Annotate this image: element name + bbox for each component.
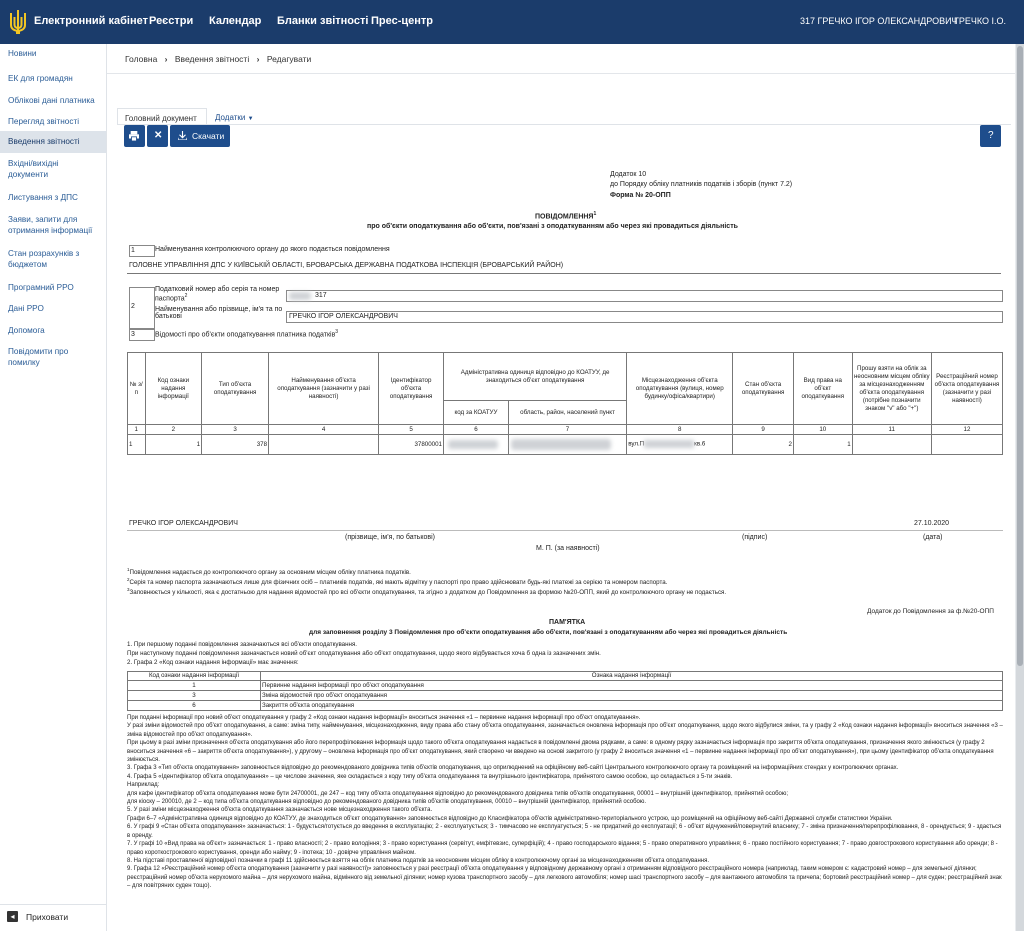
nav-calendar[interactable]: Календар [209, 15, 262, 27]
signature-line [127, 530, 1003, 531]
memo-subtitle: для заповнення розділу 3 Повідомлення про об'єкти оподаткування або об'єкти, пов'язані з оподаткуванням або через які провадиться діяльність [309, 629, 788, 636]
sidebar-item-news[interactable]: Новини [8, 49, 37, 58]
nav-registries[interactable]: Реєстри [149, 15, 194, 27]
sidebar-item-enter-reports[interactable]: Введення звітності [0, 131, 106, 153]
help-button[interactable] [980, 125, 1001, 147]
user-short-name[interactable]: ГРЕЧКО І.О. [954, 16, 1007, 26]
table-row: 6 Закриття об'єкта оподаткування [128, 701, 1003, 711]
row3-label: Відомості про об'єкти оподаткування платника податків$^3$ [155, 329, 339, 339]
signer-name: ГРЕЧКО ІГОР ОЛЕКСАНДРОВИЧ [129, 520, 238, 527]
tax-objects-table: № з/п Код ознаки надання інформації Тип об'єкта оподаткування Найменування об'єкта оподаткування (зазначити у разі наявності) Ідентифікатор об'єкта оподаткування Адміністративна одиниця відповідно до КОАТУУ, де знаходиться об'єкт оподаткування Місцезнаходження об'єкта оподаткування (вулиця, номер будинку/офіса/квартири) Стан об'єкта оподаткування Вид права на об'єкт оподаткування Прошу взяти на облік за неосновним місцем обліку за місцезнаходженням об'єкта оподаткування (потрібне позначити знаком "v" або "+") Реєстраційний номер об'єкта оподаткування (зазначити у разі наявності) код за КОАТУУ область, район, населений пункт 1 2 3 4 5 6 7 8 9 10 11 12 1 1 378 37800001 вул.П кв.6 2 1 [127, 352, 1003, 455]
row3-number-box: 3 [129, 329, 155, 341]
redacted-place [511, 439, 611, 450]
th-type: Тип об'єкта оподаткування [202, 353, 269, 425]
sidebar-item-view-reports[interactable]: Перегляд звітності [8, 117, 80, 126]
footnote-3: $^3$Заповнюється у кількості, яка є достатньою для надання відомостей про всі об'єкти оподаткування, та згідно з додатком до Повідомлення за формою №20-ОПП, який до контролюючого органу не подається. [127, 587, 727, 597]
download-button[interactable] [170, 125, 230, 147]
breadcrumb [125, 53, 311, 64]
trident-logo-icon[interactable] [8, 9, 28, 35]
row2-name-label: Найменування або прізвище, ім'я та по батькові [155, 306, 283, 320]
breadcrumb-enter-reports[interactable]: Введення звітності [174, 53, 250, 64]
tab-main-label: Головний документ [125, 114, 197, 123]
main-content [107, 44, 1015, 931]
table-row: 3 Зміна відомостей про об'єкт оподаткування [128, 691, 1003, 701]
order-reference: до Порядку обліку платників податків і зборів (пункт 7.2) [610, 181, 793, 188]
th-state: Стан об'єкта оподаткування [733, 353, 794, 425]
row1-number-box: 1 [129, 245, 155, 257]
tax-number-field[interactable]: 317 [286, 290, 1003, 302]
memo-code-table: Код ознаки надання інформації Ознака надання інформації 1 Первинне надання інформації про об'єкт оподаткування 3 Зміна відомостей про об'єкт оподаткування 6 Закриття об'єкта оподаткування [127, 671, 1003, 711]
tab-main-document[interactable] [117, 108, 207, 125]
sidebar-item-budget-status[interactable]: Стан розрахунків з бюджетом [8, 249, 80, 269]
sig-label-date: (дата) [923, 534, 943, 541]
row1-label: Найменування контролюючого органу до якого подається повідомлення [155, 246, 390, 253]
sign-date: 27.10.2020 [914, 520, 950, 527]
authority-underline [127, 273, 1001, 274]
appendix-label: Додаток 10 [610, 171, 647, 178]
footnote-1: $^1$Повідомлення надається до контролюючого органу за основним місцем обліку платника податків. [127, 567, 411, 577]
koatuu-code-cell[interactable] [444, 435, 509, 455]
stamp-label: М. П. (за наявності) [536, 545, 600, 552]
form-number: Форма № 20-ОПП [610, 192, 671, 199]
close-button[interactable] [147, 125, 168, 147]
tabs-divider [117, 124, 1011, 125]
memo-title: ПАМ'ЯТКА [549, 619, 586, 626]
footnote-2: $^2$Серія та номер паспорта зазначаються лише для фізичних осіб – платників податків, які мають відмітку у паспорті про право здійснювати будь-які платежі за серією та номером паспорта. [127, 577, 668, 587]
chevron-right-icon: › [256, 53, 260, 64]
th-identifier: Ідентифікатор об'єкта оподаткування [379, 353, 444, 425]
authority-value: ГОЛОВНЕ УПРАВЛІННЯ ДПС У КИЇВСЬКІЙ ОБЛАСТІ, БРОВАРСЬКА ДЕРЖАВНА ПОДАТКОВА ІНСПЕКЦІЯ (БРОВАРСЬКИЙ РАЙОН) [129, 262, 564, 269]
nav-report-forms[interactable]: Бланки звітності [277, 15, 369, 27]
sig-label-name: (прізвище, ім'я, по батькові) [345, 534, 435, 541]
collapse-icon: ◂ [7, 911, 18, 922]
sidebar-item-rro-data[interactable]: Дані РРО [8, 304, 44, 313]
sidebar-item-documents[interactable]: Вхідні/вихідні документи [8, 159, 59, 179]
th-reg-number: Реєстраційний номер об'єкта оподаткування (зазначити у разі наявності) [931, 353, 1002, 425]
memo-intro: 1. При першому поданні повідомлення зазначаються всі об'єкти оподаткування. При наступному поданні повідомлення зазначається новий об'єкт оподаткування або об'єкт оподаткування, щодо якого відбувається хоча б одна із зазначених змін. 2. Графа 2 «Код ознаки надання інформації» має значення: [127, 641, 601, 667]
sidebar-item-citizens[interactable]: ЕК для громадян [8, 74, 73, 83]
document-form-20-opp [117, 159, 1011, 931]
sidebar-hide-toggle[interactable] [0, 904, 106, 931]
tab-attachments[interactable] [215, 113, 254, 122]
hide-label: Приховати [26, 912, 69, 922]
tab-attachments-label: Додатки [215, 113, 246, 122]
sidebar [0, 44, 107, 931]
sidebar-item-software-rro[interactable]: Програмний РРО [8, 283, 74, 292]
redacted-tax-number [289, 292, 311, 300]
th-name: Найменування об'єкта оподаткування (зазначити у разі наявності) [269, 353, 379, 425]
row2-tax-label: Податковий номер або серія та номер паспорта$^2$ [155, 286, 280, 303]
th-right: Вид права на об'єкт оподаткування [793, 353, 852, 425]
location-cell[interactable]: вул.П кв.6 [627, 435, 733, 455]
sidebar-item-report-error[interactable]: Повідомити про помилку [8, 347, 69, 367]
breadcrumb-home[interactable]: Головна [125, 53, 158, 64]
brand-title[interactable]: Електронний кабінет [34, 15, 148, 27]
top-navbar [0, 0, 1024, 44]
th-koatuu: Адміністративна одиниця відповідно до КОАТУУ, де знаходиться об'єкт оподаткування [444, 353, 627, 401]
download-label: Скачати [192, 131, 225, 141]
th-num: № з/п [128, 353, 146, 425]
payer-name-field[interactable]: ГРЕЧКО ІГОР ОЛЕКСАНДРОВИЧ [286, 311, 1003, 323]
th-register-note: Прошу взяти на облік за неосновним місцем обліку за місцезнаходженням об'єкта оподаткування (потрібне позначити знаком "v" або "+") [852, 353, 931, 425]
place-cell[interactable] [508, 435, 626, 455]
nav-press-center[interactable]: Прес-центр [371, 15, 434, 27]
memo-body: При поданні інформації про новий об'єкт оподаткування у графу 2 «Код ознаки надання інформації» вноситься значення «1 – первинне надання інформації про об'єкт оподаткування». У разі зміни відомостей про об'єкт оподаткування, а саме: зміна типу, найменування, місцезнаходження, виду права або стану об'єкта оподаткування, зазначається оновлена інформація про об'єкт оподаткування, щодо якого відбулися зміни, та у графу 2 «Код ознаки надання інформації» вноситься значення «3 – зміна відомостей про об'єкт оподаткування». При цьому в разі зміни призначення об'єкта оподаткування або його перепрофілювання інформація щодо такого об'єкта оподаткування надається в повідомленні двома рядками, а саме: в одному рядку зазначається інформація про закриття об'єкта оподаткування, призначення якого змінюється (у графу 2 вноситься значення «6 – закриття об'єкта оподаткування»), у другому – оновлена інформація про об'єкт оподаткування, який створено чи введено на основі закритого (у графу 2 вноситься значення «1 – первинне надання інформації про об'єкт оподаткування»), при цьому ідентифікатор об'єкта оподаткування змінюється. 3. Графа 3 «Тип об'єкта оподаткування» заповнюється відповідно до рекомендованого довідника типів об'єктів оподаткування, що оприлюднений на офіційному веб-сайті Центрального контролюючого органу та розміщений на інформаційних стендах у контролюючих органах. 4. Графа 5 «Ідентифікатор об'єкта оподаткування» – це числове значення, яке складається з коду типу об'єкта оподаткування та внутрішнього ідентифікатора, прийнятого самою особою, що складається з 5-ти знаків. Наприклад: для кафе ідентифікатор об'єкта оподаткування може бути 24700001, де 247 – код типу об'єкта оподаткування відповідно до рекомендованого довідника типів об'єктів оподаткування, 00001 – внутрішній ідентифікатор, прийнятий особою; для кіоску – 200010, де 2 – код типа об'єкта оподаткування відповідно до рекомендованого довідника типів об'єктів оподаткування, 00010 – внутрішній ідентифікатор, прийнятий особою. 5. У разі зміни місцезнаходження об'єкта оподаткування зазначається нове місцезнаходження такого об'єкта. Графи 6–7 «Адміністративна одиниця відповідно до КОАТУУ, де знаходиться об'єкт оподаткування» заповнюється відповідно до Класифікатора об'єктів адміністративно-територіального устрою, що розміщений на офіційному веб-сайті Державної служби статистики України. 6. У графі 9 «Стан об'єкта оподаткування» зазначається: 1 - будується/готується до введення в експлуатацію; 2 - експлуатується; 3 - тимчасово не експлуатується; 5 - не придатний до експлуатації; 6 - об'єкт відчужений/повернутий власнику; 7 - зміна призначення/перепрофілювання, 8 - орендується; 9 - здається в оренду. 7. У графі 10 «Вид права на об'єкт» зазначається: 1 - право власності; 2 - право володіння; 3 - право користування (сервітут, емфітевзис, суперфіцій); 4 - право господарського відання; 5 - право оперативного управління; 6 - право постійного користування; 7 - право довгострокового користування або оренди; 8 - право короткострокового користування, оренди або найму; 9 - іпотека; 10 - довірче управління майном. 8. На підставі проставленої відповідної позначки в графі 11 здійснюється взяття на облік платника податків за неосновним місцем обліку в контролюючому органі за місцезнаходженням об'єкта оподаткування. 9. Графа 12 «Реєстраційний номер об'єкта оподаткування (зазначити у разі наявності)» заповнюється у разі реєстрації об'єкта оподаткування у відповідному державному органі з отриманням відповідного реєстраційного номера (наприклад, таким номером є: кадастровий номер – для земельної ділянки; реєстраційний номер об'єкта нерухомого майна – для нерухомого майна, відмінного від земельної ділянки; номер кузова транспортного засобу – для легкового автомобіля; номер шасі транспортного засобу – для вантажного автомобіля та причепа; бортовий реєстраційний номер – для суден; реєстраційний знак – для повітряних суден тощо). [127, 715, 1003, 890]
th-koatuu-code: код за КОАТУУ [444, 401, 509, 425]
redacted-koatuu [448, 440, 498, 449]
close-icon: ✕ [154, 130, 163, 141]
table-row[interactable]: 1 1 378 37800001 вул.П кв.6 2 1 [128, 435, 1003, 455]
download-icon [178, 131, 187, 140]
table-row: 1 Первинне надання інформації про об'єкт оподаткування [128, 681, 1003, 691]
doc-subtitle: про об'єкти оподаткування або об'єкти, пов'язані з оподаткуванням або через які провадиться діяльність [367, 223, 738, 230]
addendum-reference: Додаток до Повідомлення за ф.№20-ОПП [867, 608, 994, 615]
sidebar-item-payer-data[interactable]: Облікові дані платника [8, 96, 95, 105]
scrollbar-thumb[interactable] [1017, 46, 1023, 666]
sidebar-item-requests[interactable]: Заяви, запити для отримання інформації [8, 215, 93, 235]
th-koatuu-place: область, район, населений пункт [508, 401, 626, 425]
th-location: Місцезнаходження об'єкта оподаткування (вулиця, номер будинку/офіса/квартири) [627, 353, 733, 425]
sig-label-signature: (підпис) [742, 534, 768, 541]
th-code: Код ознаки надання інформації [145, 353, 202, 425]
print-button[interactable] [124, 125, 145, 147]
sidebar-item-help[interactable]: Допомога [8, 326, 45, 335]
chevron-right-icon: › [164, 53, 168, 64]
divider [107, 73, 1015, 74]
caret-down-icon: ▼ [247, 116, 254, 122]
doc-title: ПОВІДОМЛЕННЯ$^1$ [535, 211, 597, 221]
breadcrumb-edit: Редагувати [266, 53, 312, 64]
sidebar-item-correspondence[interactable]: Листування з ДПС [8, 193, 78, 202]
row2-number-box: 2 [129, 287, 155, 329]
print-icon [129, 131, 139, 141]
help-icon: ? [988, 130, 994, 141]
user-full-name[interactable]: 317 ГРЕЧКО ІГОР ОЛЕКСАНДРОВИЧ [800, 16, 958, 26]
